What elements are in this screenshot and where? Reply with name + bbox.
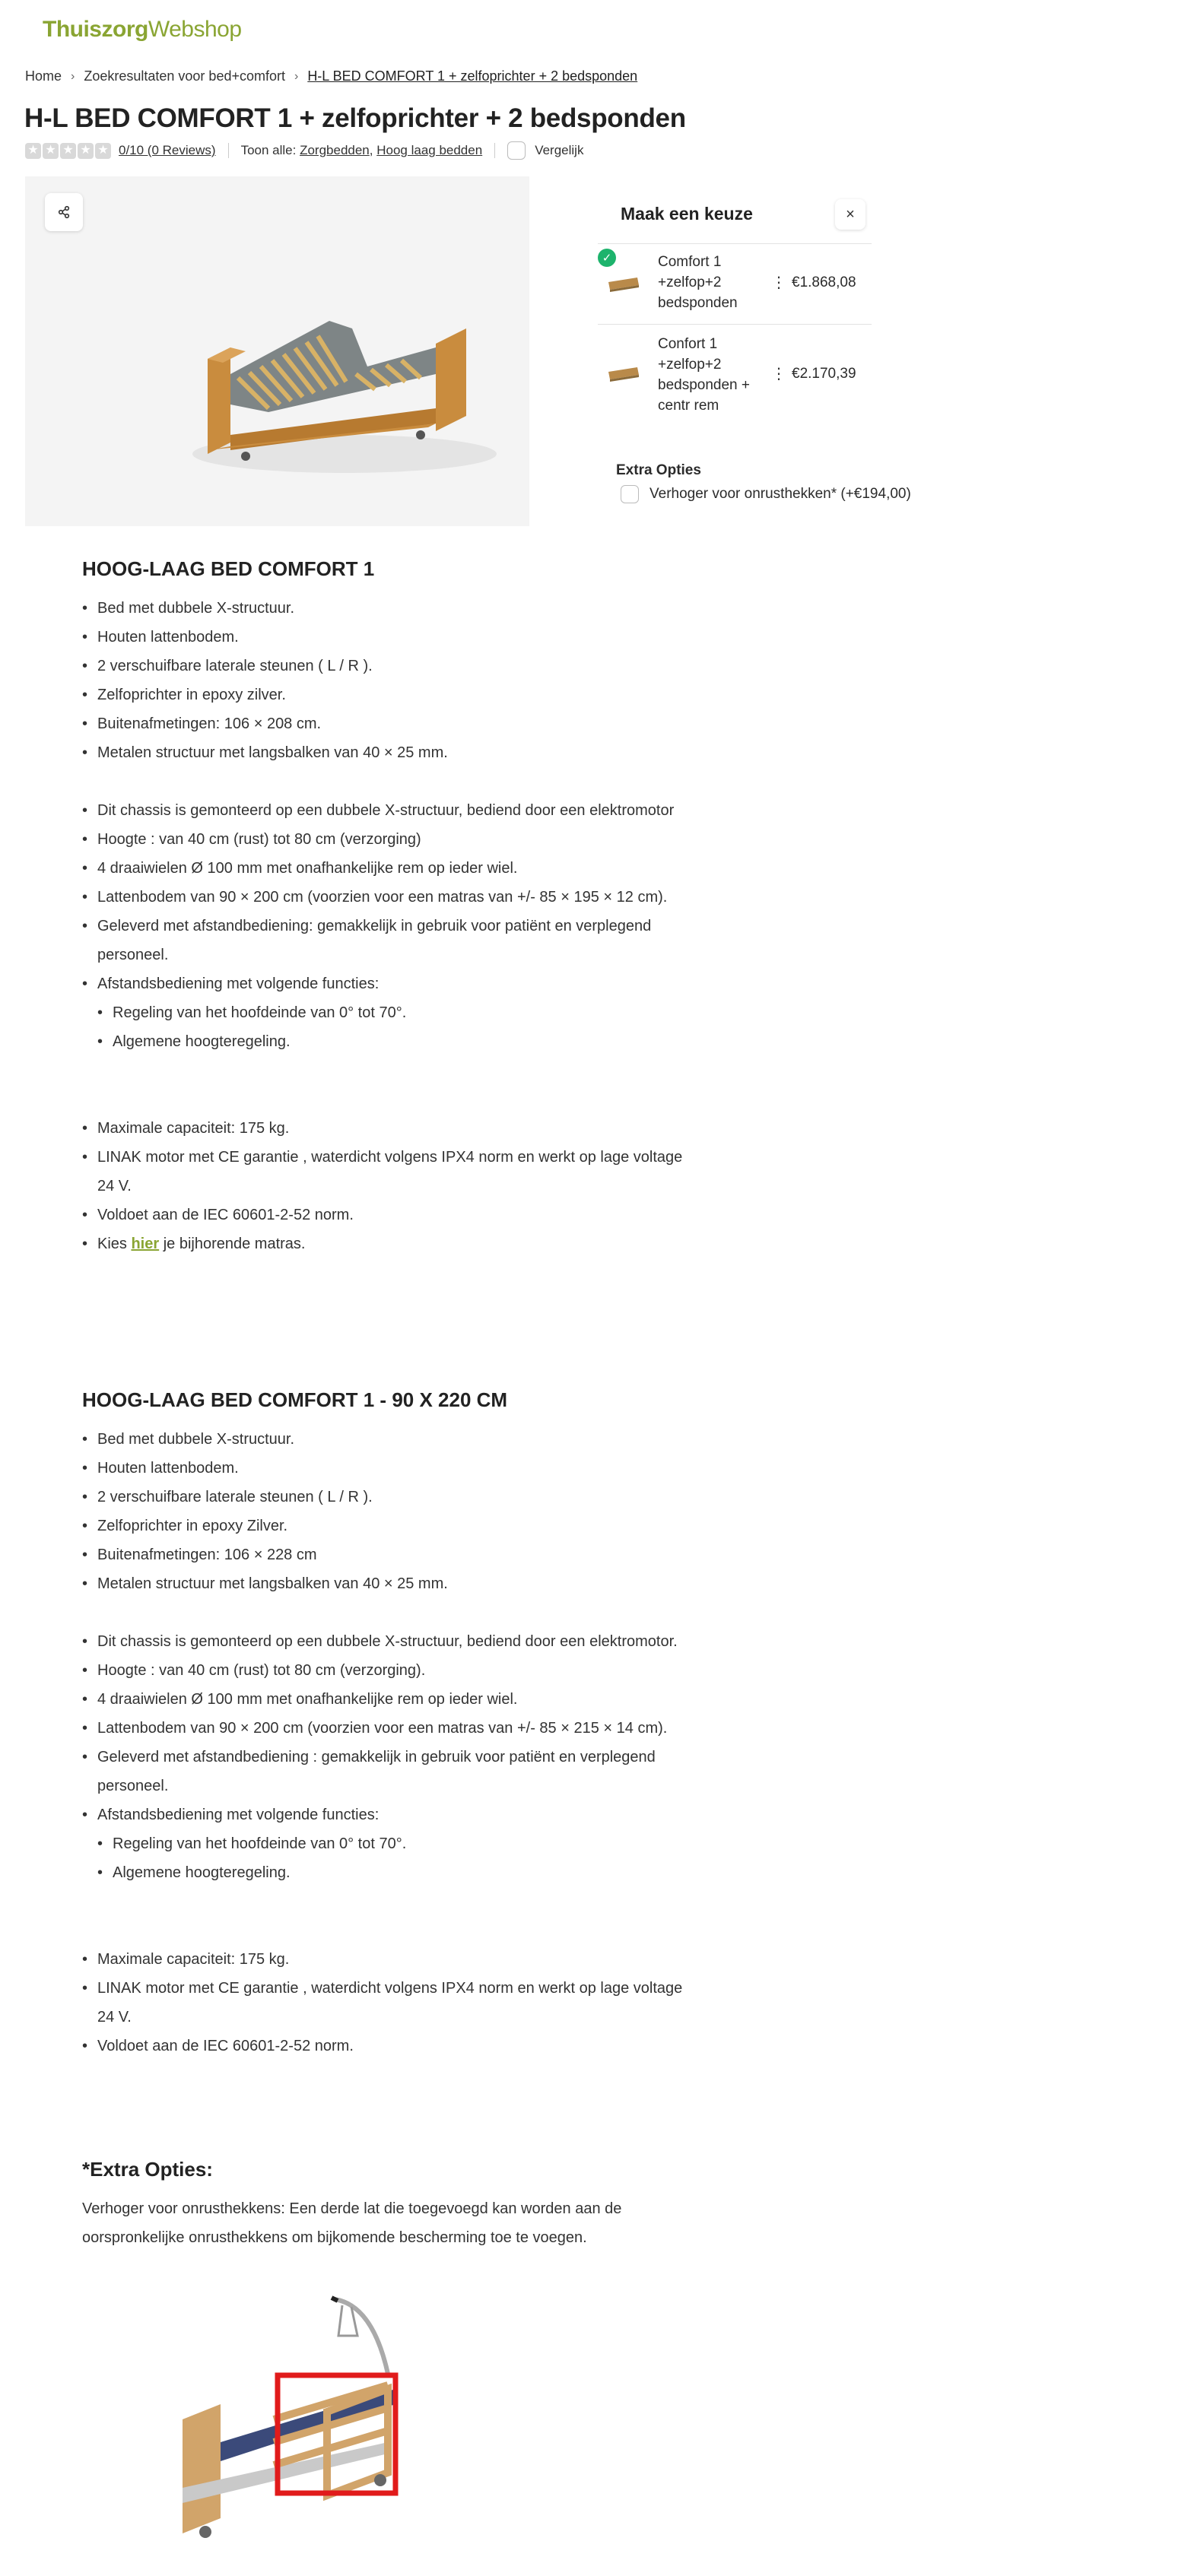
list-item-kies (82, 1229, 682, 1258)
star-icon: ★ (78, 143, 94, 159)
section-heading: *Extra Opties: (82, 2158, 213, 2181)
more-vertical-icon[interactable]: ⋮ (771, 274, 786, 291)
show-all-label: Toon alle: (240, 143, 297, 157)
site-logo[interactable] (43, 17, 242, 43)
kies-text: Kies (97, 1236, 132, 1252)
rating-stars (25, 143, 111, 159)
continuation-text: 24 V. (97, 1178, 132, 1194)
list-item: • Dit chassis is gemonteerd op een dubbele X-structuur, bediend door een elektromotor (82, 796, 682, 825)
sub-list-item: • Algemene hoogteregeling. (82, 1027, 682, 1056)
variant-name: Confort 1 +zelfop+2 bedsponden + centr rem (658, 336, 750, 414)
section-heading: HOOG-LAAG BED COMFORT 1 (82, 557, 375, 580)
product-image (25, 176, 529, 526)
share-button[interactable] (45, 193, 83, 231)
extra-option-label: Verhoger voor onrusthekken* (+€194,00) (649, 486, 911, 502)
list-item: • 4 draaiwielen Ø 100 mm met onafhankelijke rem op ieder wiel. (82, 1685, 682, 1714)
check-icon: ✓ (598, 249, 616, 267)
list-item-continuation (82, 1172, 682, 1201)
star-icon: ★ (95, 143, 111, 159)
list-item: • Lattenbodem van 90 × 200 cm (voorzien voor een matras van +/- 85 × 195 × 12 cm). (82, 883, 682, 912)
close-icon: × (846, 205, 855, 223)
continuation-text: personeel. (97, 1778, 169, 1794)
logo-part-1: Thuiszorg (43, 17, 148, 42)
matras-link[interactable]: hier (131, 1236, 160, 1252)
list-item: • Maximale capaciteit: 175 kg. (82, 1114, 682, 1143)
extra-option-checkbox[interactable] (621, 485, 639, 503)
category-link-hoog-laag[interactable]: Hoog laag bedden (376, 143, 483, 157)
product-meta: ★ ★ ★ ★ ★ 0/10 (0 Reviews) Toon alle: Zorgbedden , Hoog laag bedden Vergelijk (25, 141, 583, 160)
variant-price: €2.170,39 (792, 366, 856, 382)
logo-part-2: Webshop (148, 17, 242, 42)
description-section-3 (82, 2158, 767, 2252)
list-item: • Hoogte : van 40 cm (rust) tot 80 cm (verzorging) (82, 825, 682, 854)
bed-rail-illustration (84, 2290, 479, 2549)
divider (494, 143, 495, 158)
compare-label: Vergelijk (535, 143, 584, 157)
star-icon: ★ (60, 143, 76, 159)
kies-text: je bijhorende matras. (159, 1236, 306, 1252)
breadcrumb-home[interactable]: Home (25, 68, 62, 84)
compare-checkbox[interactable] (507, 141, 526, 160)
section-heading: HOOG-LAAG BED COMFORT 1 - 90 X 220 CM (82, 1388, 508, 1411)
list-item: • Geleverd met afstandbediening : gemakkelijk in gebruik voor patiënt en verplegend (82, 1743, 682, 1772)
list-item: • Afstandsbediening met volgende functies: (82, 1800, 682, 1829)
list-item: • Voldoet aan de IEC 60601-2-52 norm. (82, 1201, 682, 1229)
list-item: • Hoogte : van 40 cm (rust) tot 80 cm (verzorging). (82, 1656, 682, 1685)
list-item: • 2 verschuifbare laterale steunen ( L / R ). (82, 1483, 682, 1512)
variant-name: Comfort 1 +zelfop+2 bedsponden (658, 254, 738, 311)
list-item-continuation (82, 1772, 682, 1800)
star-icon: ★ (43, 143, 59, 159)
paragraph-line: oorspronkelijke onrusthekkens om bijkomende bescherming toe te voegen. (82, 2229, 587, 2246)
sub-list-item: • Algemene hoogteregeling. (82, 1858, 682, 1887)
list-item: • Metalen structuur met langsbalken van 40 × 25 mm. (82, 1569, 682, 1598)
list-item: • Bed met dubbele X-structuur. (82, 1425, 682, 1454)
variant-option-2[interactable] (598, 324, 872, 427)
list-item: • Zelfoprichter in epoxy Zilver. (82, 1512, 682, 1540)
chevron-right-icon: › (71, 69, 75, 83)
list-item: • Geleverd met afstandbediening: gemakkelijk in gebruik voor patiënt en verplegend (82, 912, 682, 941)
variant-thumbnail (607, 364, 640, 382)
list-item: • Voldoet aan de IEC 60601-2-52 norm. (82, 2032, 682, 2060)
sub-list-item: • Regeling van het hoofdeinde van 0° tot 70°. (82, 998, 682, 1027)
panel-title: Maak een keuze (621, 204, 753, 224)
share-icon (57, 205, 71, 219)
list-item: • Buitenafmetingen: 106 × 208 cm. (82, 709, 682, 738)
close-button[interactable] (835, 199, 865, 230)
list-item: • LINAK motor met CE garantie , waterdicht volgens IPX4 norm en werkt op lage voltage (82, 1974, 682, 2003)
list-item: • Maximale capaciteit: 175 kg. (82, 1945, 682, 1974)
extra-option-verhoger[interactable] (621, 485, 911, 503)
list-item: • LINAK motor met CE garantie , waterdicht volgens IPX4 norm en werkt op lage voltage (82, 1143, 682, 1172)
star-icon: ★ (25, 143, 41, 159)
list-item: • Houten lattenbodem. (82, 623, 682, 652)
breadcrumb-search[interactable]: Zoekresultaten voor bed+comfort (84, 68, 285, 84)
page-title: H-L BED COMFORT 1 + zelfoprichter + 2 bedsponden (24, 103, 686, 133)
list-item: • Bed met dubbele X-structuur. (82, 594, 682, 623)
extra-options-title: Extra Opties (616, 462, 701, 478)
reviews-link[interactable]: 0/10 (0 Reviews) (119, 143, 216, 157)
variant-price: €1.868,08 (792, 274, 856, 290)
breadcrumb (25, 68, 637, 84)
bed-illustration (177, 275, 497, 488)
continuation-text: personeel. (97, 947, 169, 963)
list-item: • Metalen structuur met langsbalken van 40 × 25 mm. (82, 738, 682, 767)
list-item: • Dit chassis is gemonteerd op een dubbele X-structuur, bediend door een elektromotor. (82, 1627, 682, 1656)
chevron-right-icon: › (294, 69, 299, 83)
list-item: • Afstandsbediening met volgende functies: (82, 969, 682, 998)
list-item-continuation (82, 2003, 682, 2032)
list-item: • 2 verschuifbare laterale steunen ( L / R ). (82, 652, 682, 680)
divider (228, 143, 229, 158)
list-item-continuation (82, 941, 682, 969)
sub-list-item: • Regeling van het hoofdeinde van 0° tot 70°. (82, 1829, 682, 1858)
variant-option-1[interactable] (598, 243, 872, 324)
list-item: • Houten lattenbodem. (82, 1454, 682, 1483)
category-link-zorgbedden[interactable]: Zorgbedden (300, 143, 370, 157)
variant-thumbnail (607, 274, 640, 293)
more-vertical-icon[interactable]: ⋮ (771, 366, 786, 382)
list-item: • Buitenafmetingen: 106 × 228 cm (82, 1540, 682, 1569)
list-item: • 4 draaiwielen Ø 100 mm met onafhankelijke rem op ieder wiel. (82, 854, 682, 883)
description-section-2 (82, 1388, 682, 2060)
paragraph-line: Verhoger voor onrusthekkens: Een derde lat die toegevoegd kan worden aan de (82, 2200, 622, 2217)
description-section-1 (82, 557, 682, 1258)
breadcrumb-current[interactable]: H-L BED COMFORT 1 + zelfoprichter + 2 bedsponden (307, 68, 638, 84)
list-item: • Lattenbodem van 90 × 200 cm (voorzien voor een matras van +/- 85 × 215 × 14 cm). (82, 1714, 682, 1743)
list-item: • Zelfoprichter in epoxy zilver. (82, 680, 682, 709)
continuation-text: 24 V. (97, 2009, 132, 2026)
